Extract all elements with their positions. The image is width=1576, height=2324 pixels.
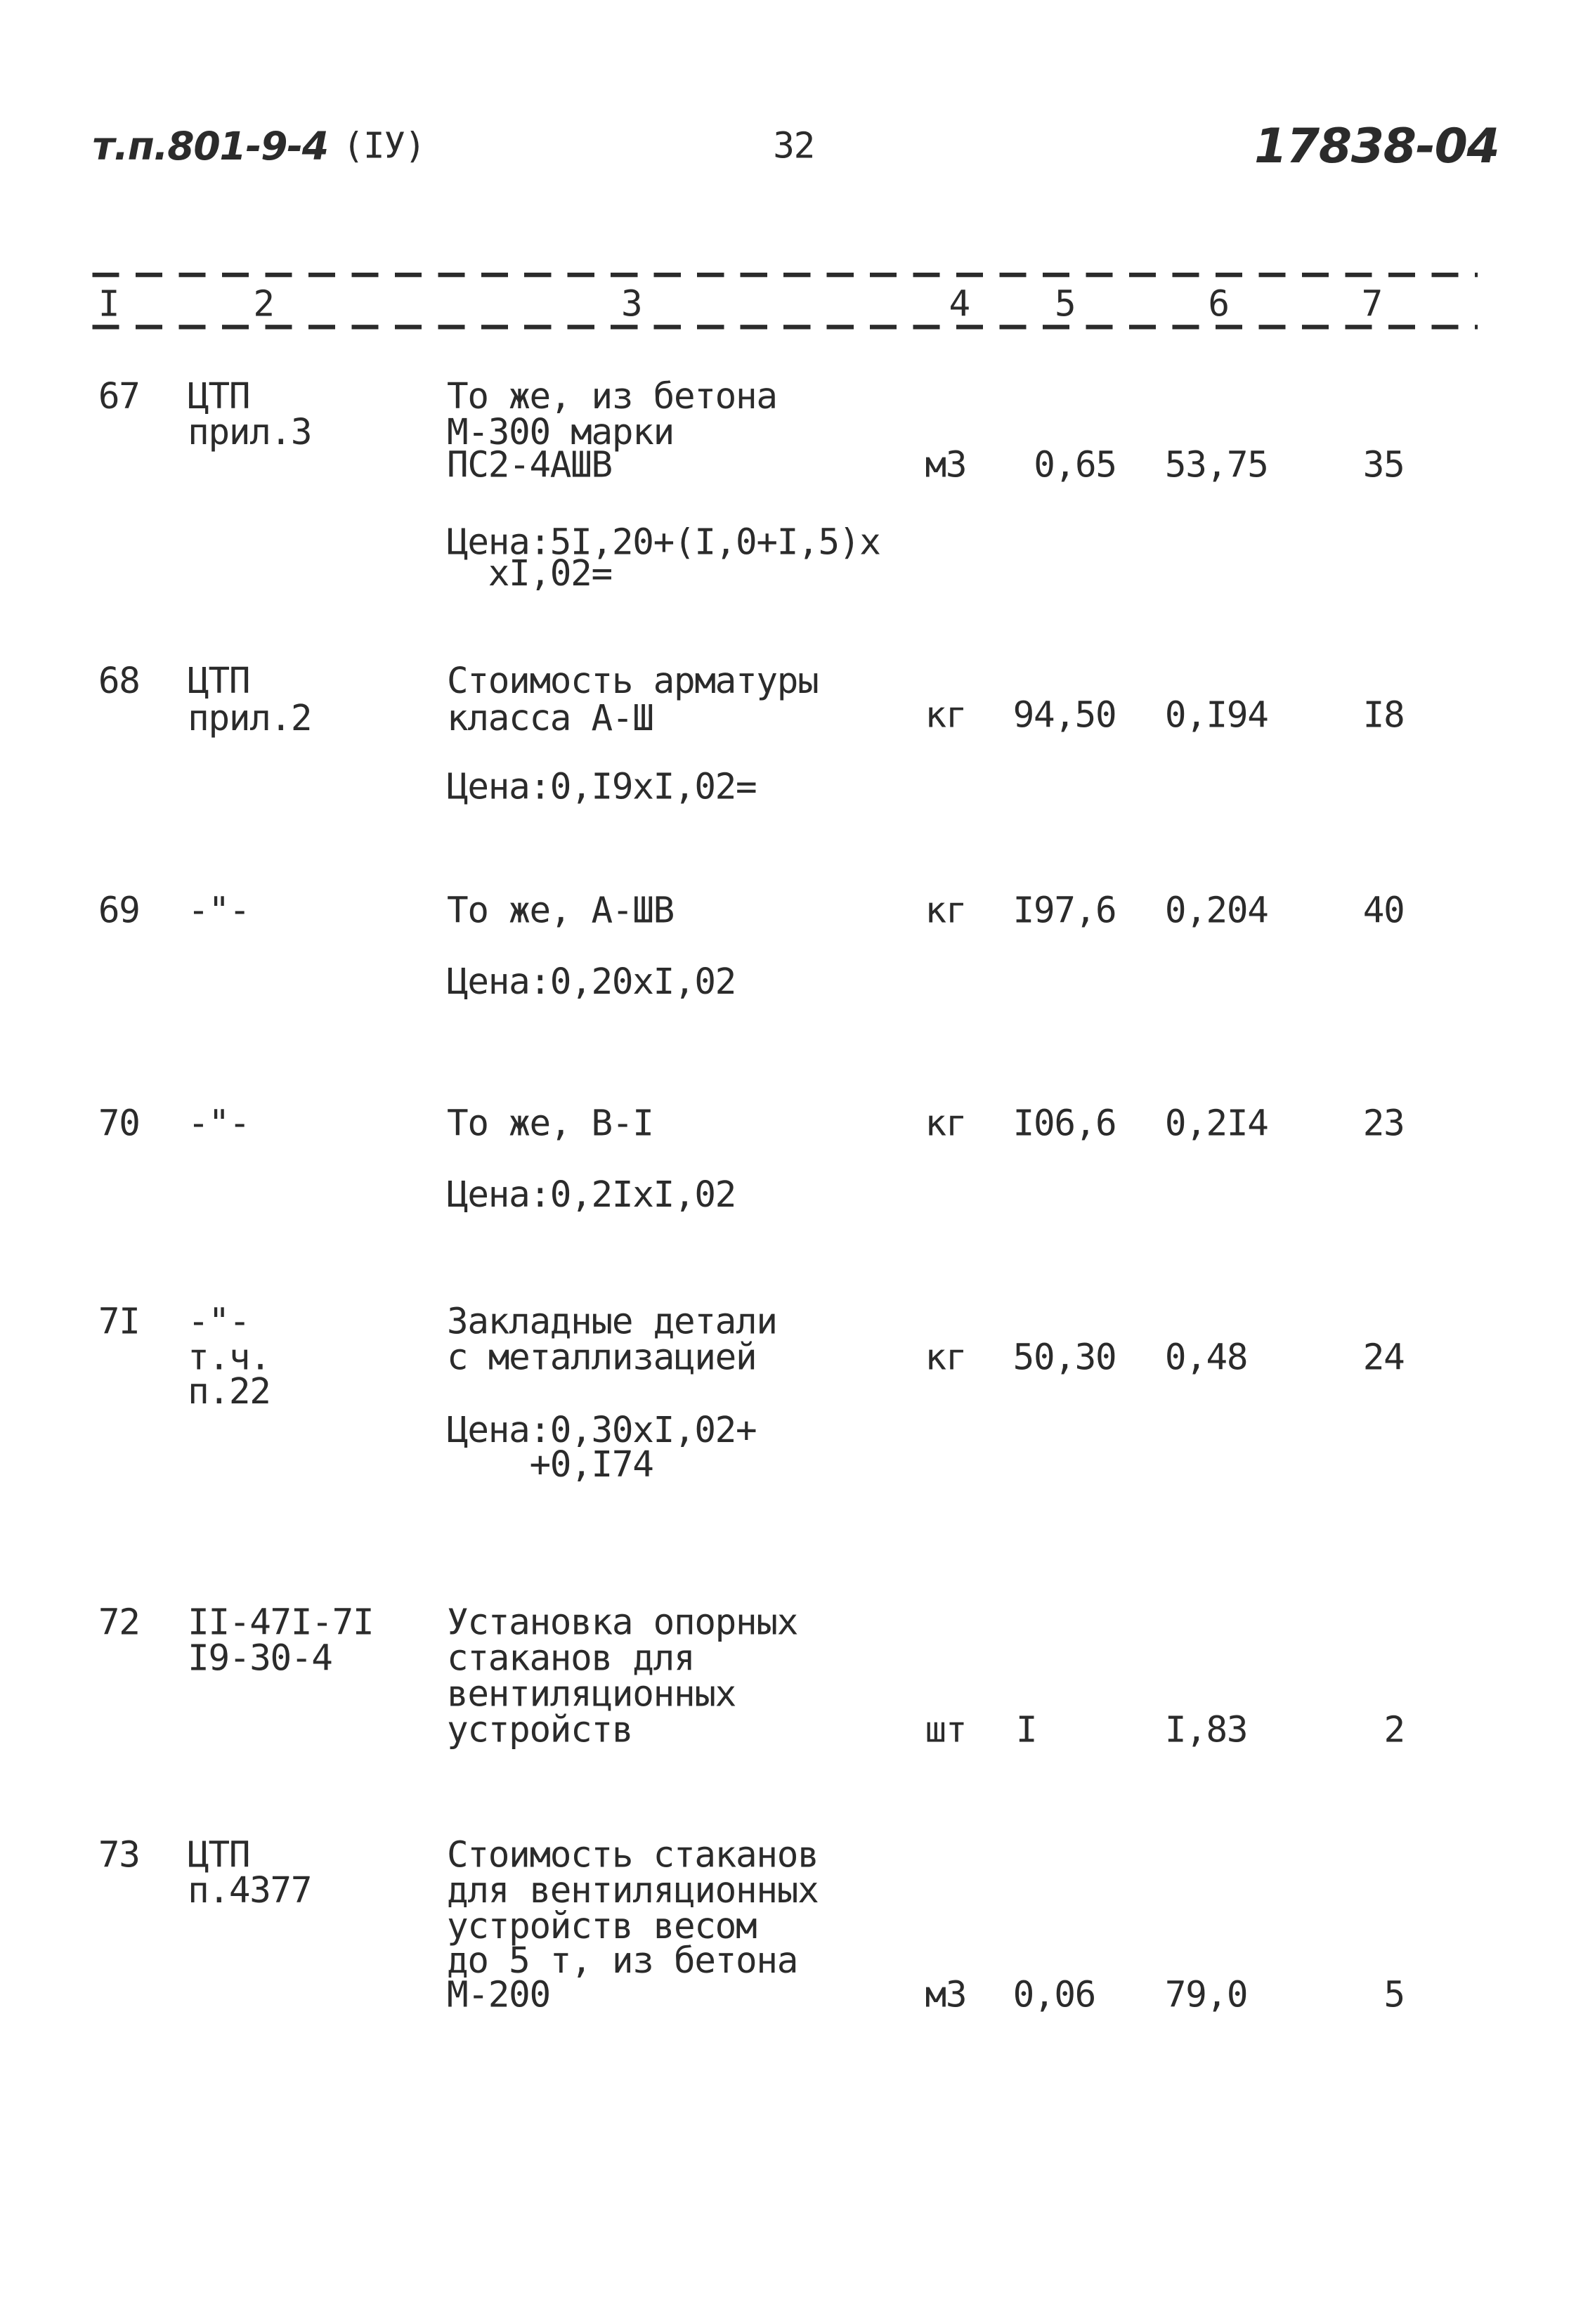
row-quantity: I06,6 bbox=[1012, 1102, 1116, 1145]
row-price-calc: Цена:0,I9xI,02= bbox=[446, 765, 757, 808]
column-header: 7 bbox=[1361, 283, 1383, 325]
row-description: То же, В-I bbox=[446, 1102, 653, 1145]
row-description: устройств весом bbox=[446, 1905, 757, 1947]
row-reference: -"- bbox=[188, 1300, 250, 1343]
row-reference: п.4377 bbox=[188, 1869, 312, 1911]
row-reference: п.22 bbox=[188, 1370, 271, 1413]
row-reference: ЦТП bbox=[188, 1833, 250, 1876]
row-description: стаканов для bbox=[446, 1637, 695, 1680]
row-reference: ЦТП bbox=[188, 660, 250, 702]
row-description: М-300 марки bbox=[446, 411, 674, 453]
row-description: ПС2-4АШВ bbox=[446, 443, 612, 486]
column-header: 3 bbox=[621, 283, 642, 325]
row-reference: прил.2 bbox=[188, 697, 312, 739]
row-total: I8 bbox=[1362, 694, 1405, 736]
row-unit: шт bbox=[925, 1708, 967, 1751]
row-total: 23 bbox=[1362, 1102, 1405, 1145]
column-header: I bbox=[98, 283, 119, 325]
stamp-number: 17838-04 bbox=[1254, 117, 1499, 175]
row-number: 7I bbox=[98, 1300, 140, 1343]
row-total: 40 bbox=[1362, 889, 1405, 931]
row-description: устройств bbox=[446, 1708, 633, 1751]
row-quantity: I bbox=[1015, 1708, 1037, 1751]
row-price-calc: Цена:0,30xI,02+ bbox=[446, 1409, 757, 1451]
row-price: 0,I94 bbox=[1164, 694, 1268, 736]
row-description: с металлизацией bbox=[446, 1336, 757, 1378]
column-header: 5 bbox=[1054, 283, 1076, 325]
header-rule-bottom bbox=[92, 325, 1478, 329]
row-unit: м3 bbox=[925, 1973, 967, 2016]
row-number: 70 bbox=[98, 1102, 140, 1145]
row-total: 24 bbox=[1362, 1336, 1405, 1378]
row-price-calc: Цена:0,2IxI,02 bbox=[446, 1174, 736, 1216]
document-part: (IУ) bbox=[342, 125, 426, 167]
row-description: вентиляционных bbox=[446, 1673, 736, 1715]
row-total: 35 bbox=[1362, 443, 1405, 486]
row-number: 67 bbox=[98, 375, 140, 417]
row-description: Стоимость арматуры bbox=[446, 660, 819, 702]
row-quantity: I97,6 bbox=[1012, 889, 1116, 931]
row-price: I,83 bbox=[1164, 1708, 1248, 1751]
row-price: 0,2I4 bbox=[1164, 1102, 1268, 1145]
row-number: 73 bbox=[98, 1833, 140, 1876]
row-total: 5 bbox=[1383, 1973, 1405, 2016]
row-unit: кг bbox=[925, 1102, 967, 1145]
row-quantity: 94,50 bbox=[1012, 694, 1116, 736]
row-reference: т.ч. bbox=[188, 1336, 271, 1378]
column-header: 6 bbox=[1208, 283, 1229, 325]
row-number: 69 bbox=[98, 889, 140, 931]
column-header: 2 bbox=[253, 283, 274, 325]
row-price-calc: Цена:5I,20+(I,0+I,5)x bbox=[446, 521, 880, 564]
row-description: Закладные детали bbox=[446, 1300, 777, 1343]
row-unit: кг bbox=[925, 889, 967, 931]
row-description: М-200 bbox=[446, 1973, 550, 2016]
row-description: для вентиляционных bbox=[446, 1869, 819, 1911]
page-number: 32 bbox=[773, 125, 815, 167]
row-total: 2 bbox=[1383, 1708, 1405, 1751]
row-description: Установка опорных bbox=[446, 1601, 798, 1644]
row-description: Стоимость стаканов bbox=[446, 1833, 819, 1876]
row-price-calc: +0,I74 bbox=[446, 1443, 653, 1486]
row-price: 79,0 bbox=[1164, 1973, 1248, 2016]
row-reference: прил.3 bbox=[188, 411, 312, 453]
row-unit: м3 bbox=[925, 443, 967, 486]
row-description: То же, А-ШВ bbox=[446, 889, 674, 931]
row-reference: I9-30-4 bbox=[188, 1637, 332, 1680]
row-price: 53,75 bbox=[1164, 443, 1268, 486]
row-reference: -"- bbox=[188, 1102, 250, 1145]
header-rule-top bbox=[92, 273, 1478, 277]
row-description: до 5 т, из бетона bbox=[446, 1940, 798, 1982]
row-number: 72 bbox=[98, 1601, 140, 1644]
row-reference: -"- bbox=[188, 889, 250, 931]
row-quantity: 0,06 bbox=[1012, 1973, 1096, 2016]
row-number: 68 bbox=[98, 660, 140, 702]
row-description: класса А-Ш bbox=[446, 697, 653, 739]
row-reference: II-47I-7I bbox=[188, 1601, 374, 1644]
row-quantity: 50,30 bbox=[1012, 1336, 1116, 1378]
row-price: 0,48 bbox=[1164, 1336, 1248, 1378]
row-unit: кг bbox=[925, 1336, 967, 1378]
row-quantity: 0,65 bbox=[1034, 443, 1116, 486]
row-reference: ЦТП bbox=[188, 375, 250, 417]
row-price-calc: xI,02= bbox=[446, 552, 612, 595]
document-reference: т.п.801-9-4 bbox=[92, 125, 328, 170]
row-price-calc: Цена:0,20xI,02 bbox=[446, 961, 736, 1003]
row-unit: кг bbox=[925, 694, 967, 736]
row-price: 0,204 bbox=[1164, 889, 1268, 931]
row-description: То же, из бетона bbox=[446, 375, 777, 417]
column-header: 4 bbox=[949, 283, 970, 325]
